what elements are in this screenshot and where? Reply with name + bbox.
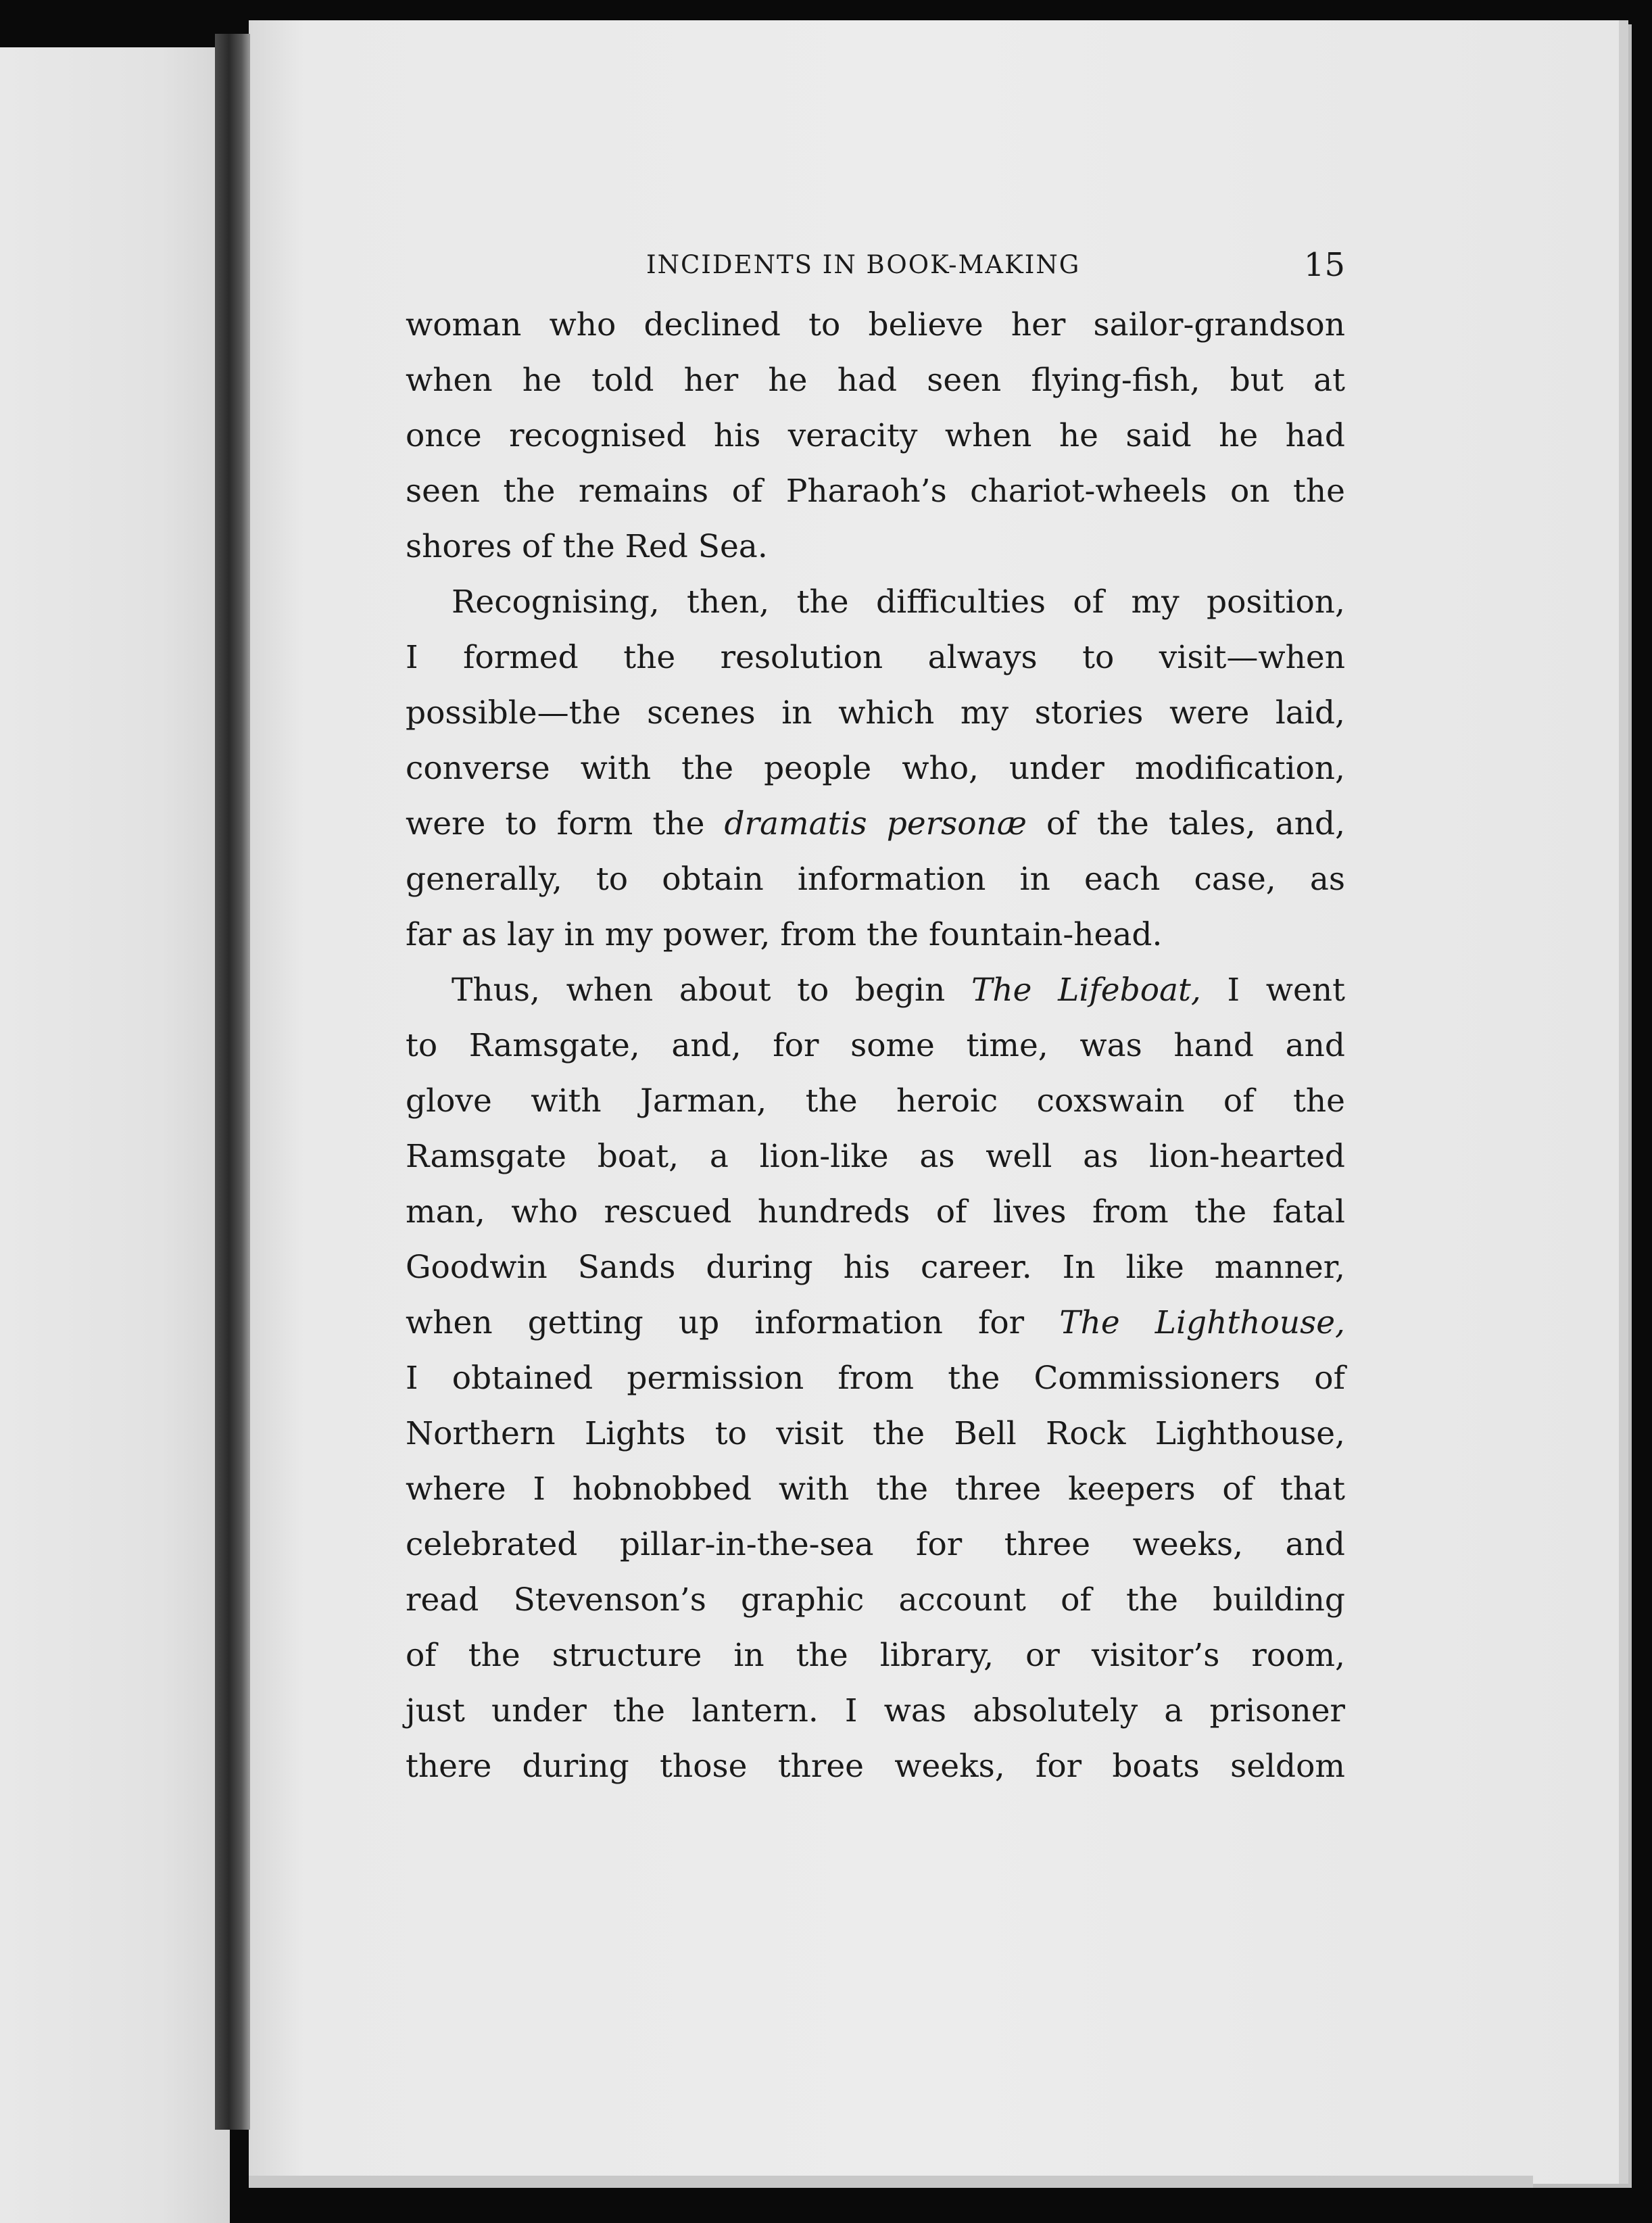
page-number: 15 [1303,246,1345,284]
text-run: far as lay in my power, from the fountain-head. [406,916,1163,953]
text-run: generally, to obtain information in each case, as [406,861,1345,898]
text-run: glove with Jarman, the heroic coxswain of the [406,1082,1345,1120]
text-line [406,575,1345,630]
italic-title: The Lifeboat, [971,972,1201,1009]
paragraph [406,575,1345,963]
text-line [406,1739,1345,1794]
text-line [406,1351,1345,1406]
text-line [406,1462,1345,1517]
text-run: just under the lantern. I was absolutely a prisoner [406,1692,1345,1729]
paragraph [406,297,1345,575]
paragraph [406,963,1345,1794]
text-run: possible—the scenes in which my stories were laid, [406,694,1345,732]
text-run: when he told her he had seen flying-fish, but at [406,362,1345,399]
text-line [406,686,1345,741]
text-line [406,1074,1345,1129]
text-line [406,1406,1345,1462]
text-run: I obtained permission from the Commissioners of [406,1360,1345,1397]
text-line [406,852,1345,907]
text-run: I went [1200,972,1345,1009]
text-line [406,297,1345,353]
text-run: there during those three weeks, for boats seldom [406,1748,1345,1785]
text-run: celebrated pillar-in-the-sea for three weeks, and [406,1526,1345,1563]
running-title: INCIDENTS IN BOOK-MAKING [646,250,1081,279]
body-text [406,297,1345,1794]
text-line [406,464,1345,519]
text-run: of the structure in the library, or visitor’s room, [406,1637,1345,1674]
running-head [406,246,1345,297]
text-run: seen the remains of Pharaoh’s chariot-wheels on the [406,473,1345,510]
text-run: where I hobnobbed with the three keepers of that [406,1471,1345,1508]
text-run: once recognised his veracity when he said he had [406,417,1345,454]
text-run: Ramsgate boat, a lion-like as well as lion-hearted [406,1138,1345,1175]
text-run: Thus, when about to begin [452,972,972,1009]
text-line [406,741,1345,796]
text-run: woman who declined to believe her sailor-grandson [406,306,1345,343]
text-run: Recognising, then, the difficulties of my position, [452,583,1345,621]
text-run: Northern Lights to visit the Bell Rock Lighthouse, [406,1415,1345,1452]
text-run: to Ramsgate, and, for some time, was hand and [406,1027,1345,1064]
text-line [406,1573,1345,1628]
text-line [406,353,1345,408]
text-line [406,1517,1345,1573]
text-line [406,1295,1345,1351]
page-bottom-edge [249,2176,1533,2188]
text-run: were to form the [406,805,725,842]
text-line [406,1683,1345,1739]
text-run: converse with the people who, under modification, [406,750,1345,787]
text-run: I formed the resolution always to visit—when [406,639,1345,676]
text-line [406,1018,1345,1074]
text-line [406,1240,1345,1295]
text-line [406,907,1345,963]
text-line [406,519,1345,575]
book-spine-shadow [215,34,250,2130]
left-page-edge [0,47,230,2223]
text-run: shores of the Red Sea. [406,528,768,565]
italic-title: dramatis personæ [724,805,1027,842]
text-line [406,963,1345,1018]
text-line [406,1185,1345,1240]
text-run: of the tales, and, [1026,805,1346,842]
text-line [406,630,1345,686]
page-fore-edge [1619,20,1628,2184]
text-run: read Stevenson’s graphic account of the building [406,1581,1345,1619]
text-run: man, who rescued hundreds of lives from the fatal [406,1193,1345,1230]
text-run: when getting up information for [406,1304,1060,1341]
text-line [406,1129,1345,1185]
text-line [406,796,1345,852]
text-line [406,1628,1345,1683]
text-line [406,408,1345,464]
text-run: Goodwin Sands during his career. In like manner, [406,1249,1345,1286]
italic-title: The Lighthouse, [1059,1304,1345,1341]
page-text [406,246,1346,1794]
